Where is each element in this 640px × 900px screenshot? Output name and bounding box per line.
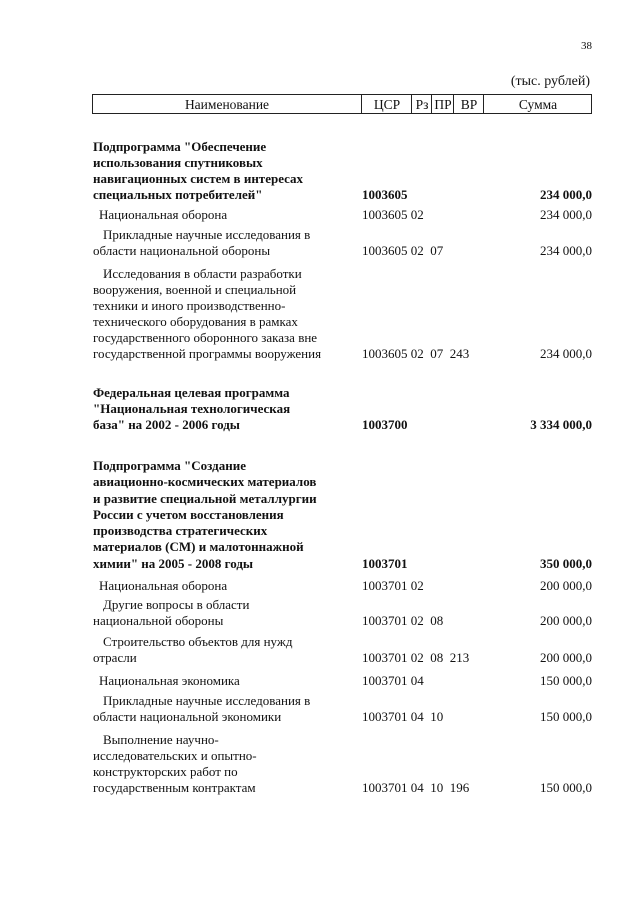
table-header (92, 94, 592, 114)
row-name: Национальная экономика (99, 673, 240, 688)
row-code: 1003701 02 08 213 (362, 650, 470, 665)
table-row (0, 578, 640, 594)
row-code: 1003701 04 (362, 673, 424, 688)
row-code: 1003701 04 10 (362, 709, 444, 724)
row-name: Национальная оборона (99, 578, 228, 593)
table-row (0, 207, 640, 223)
header-name: Наименование (184, 97, 270, 112)
page-number: 38 (581, 40, 592, 52)
table-row (0, 732, 640, 796)
table-row (0, 458, 640, 572)
row-code: 1003700 (362, 417, 408, 432)
row-amount: 200 000,0 (540, 650, 592, 665)
row-code: 1003701 (362, 556, 408, 571)
row-amount: 234 000,0 (540, 187, 592, 202)
header-sum: Сумма (483, 95, 592, 113)
header-pr: ПР (431, 95, 454, 113)
row-code: 1003605 02 (362, 207, 424, 222)
row-name: Исследования в области разработки вооружения, военной и специальной техники и иного производственно- технического оборудования в рамках государственного оборонного заказа вне государственной программы вооружения (93, 266, 322, 361)
row-name: Прикладные научные исследования в области национальной экономики (93, 693, 311, 724)
table-row (0, 266, 640, 362)
table-row (0, 693, 640, 725)
row-amount: 234 000,0 (540, 207, 592, 222)
row-name: Подпрограмма "Создание авиационно-космических материалов и развитие специальной металлургии России с учетом восстановления производства стратегических материалов (СМ) и малотоннажной химии" на 2005 - 2008 годы (93, 457, 317, 571)
row-name: Федеральная целевая программа "Национальная технологическая база" на 2002 - 2006 годы (93, 385, 291, 432)
row-amount: 150 000,0 (540, 673, 592, 688)
row-amount: 3 334 000,0 (530, 417, 592, 432)
row-code: 1003701 02 (362, 578, 424, 593)
table-row (0, 385, 640, 433)
row-amount: 234 000,0 (540, 346, 592, 361)
row-name: Строительство объектов для нужд отрасли (93, 634, 293, 665)
row-amount: 200 000,0 (540, 578, 592, 593)
row-name: Прикладные научные исследования в области национальной обороны (93, 227, 311, 258)
table-row (0, 227, 640, 259)
table-row (0, 597, 640, 629)
row-code: 1003605 (362, 187, 408, 202)
row-name: Подпрограмма "Обеспечение использования спутниковых навигационных систем в интересах специальных потребителей" (93, 139, 304, 202)
row-code: 1003701 02 08 (362, 613, 444, 628)
table-row (0, 139, 640, 203)
header-rz: Рз (411, 95, 432, 113)
row-amount: 200 000,0 (540, 613, 592, 628)
table-row (0, 673, 640, 689)
table-row (0, 634, 640, 666)
row-name: Другие вопросы в области национальной обороны (93, 597, 250, 628)
header-vr: ВР (453, 95, 484, 113)
row-code: 1003605 02 07 (362, 243, 444, 258)
row-amount: 150 000,0 (540, 709, 592, 724)
row-amount: 150 000,0 (540, 780, 592, 795)
row-code: 1003701 04 10 196 (362, 780, 470, 795)
row-code: 1003605 02 07 243 (362, 346, 470, 361)
units-label: (тыс. рублей) (510, 74, 590, 89)
header-csr: ЦСР (361, 95, 412, 113)
row-amount: 234 000,0 (540, 243, 592, 258)
row-name: Национальная оборона (99, 207, 228, 222)
row-amount: 350 000,0 (540, 556, 592, 571)
row-name: Выполнение научно- исследовательских и опытно- конструкторских работ по государственным контрактам (93, 732, 257, 795)
